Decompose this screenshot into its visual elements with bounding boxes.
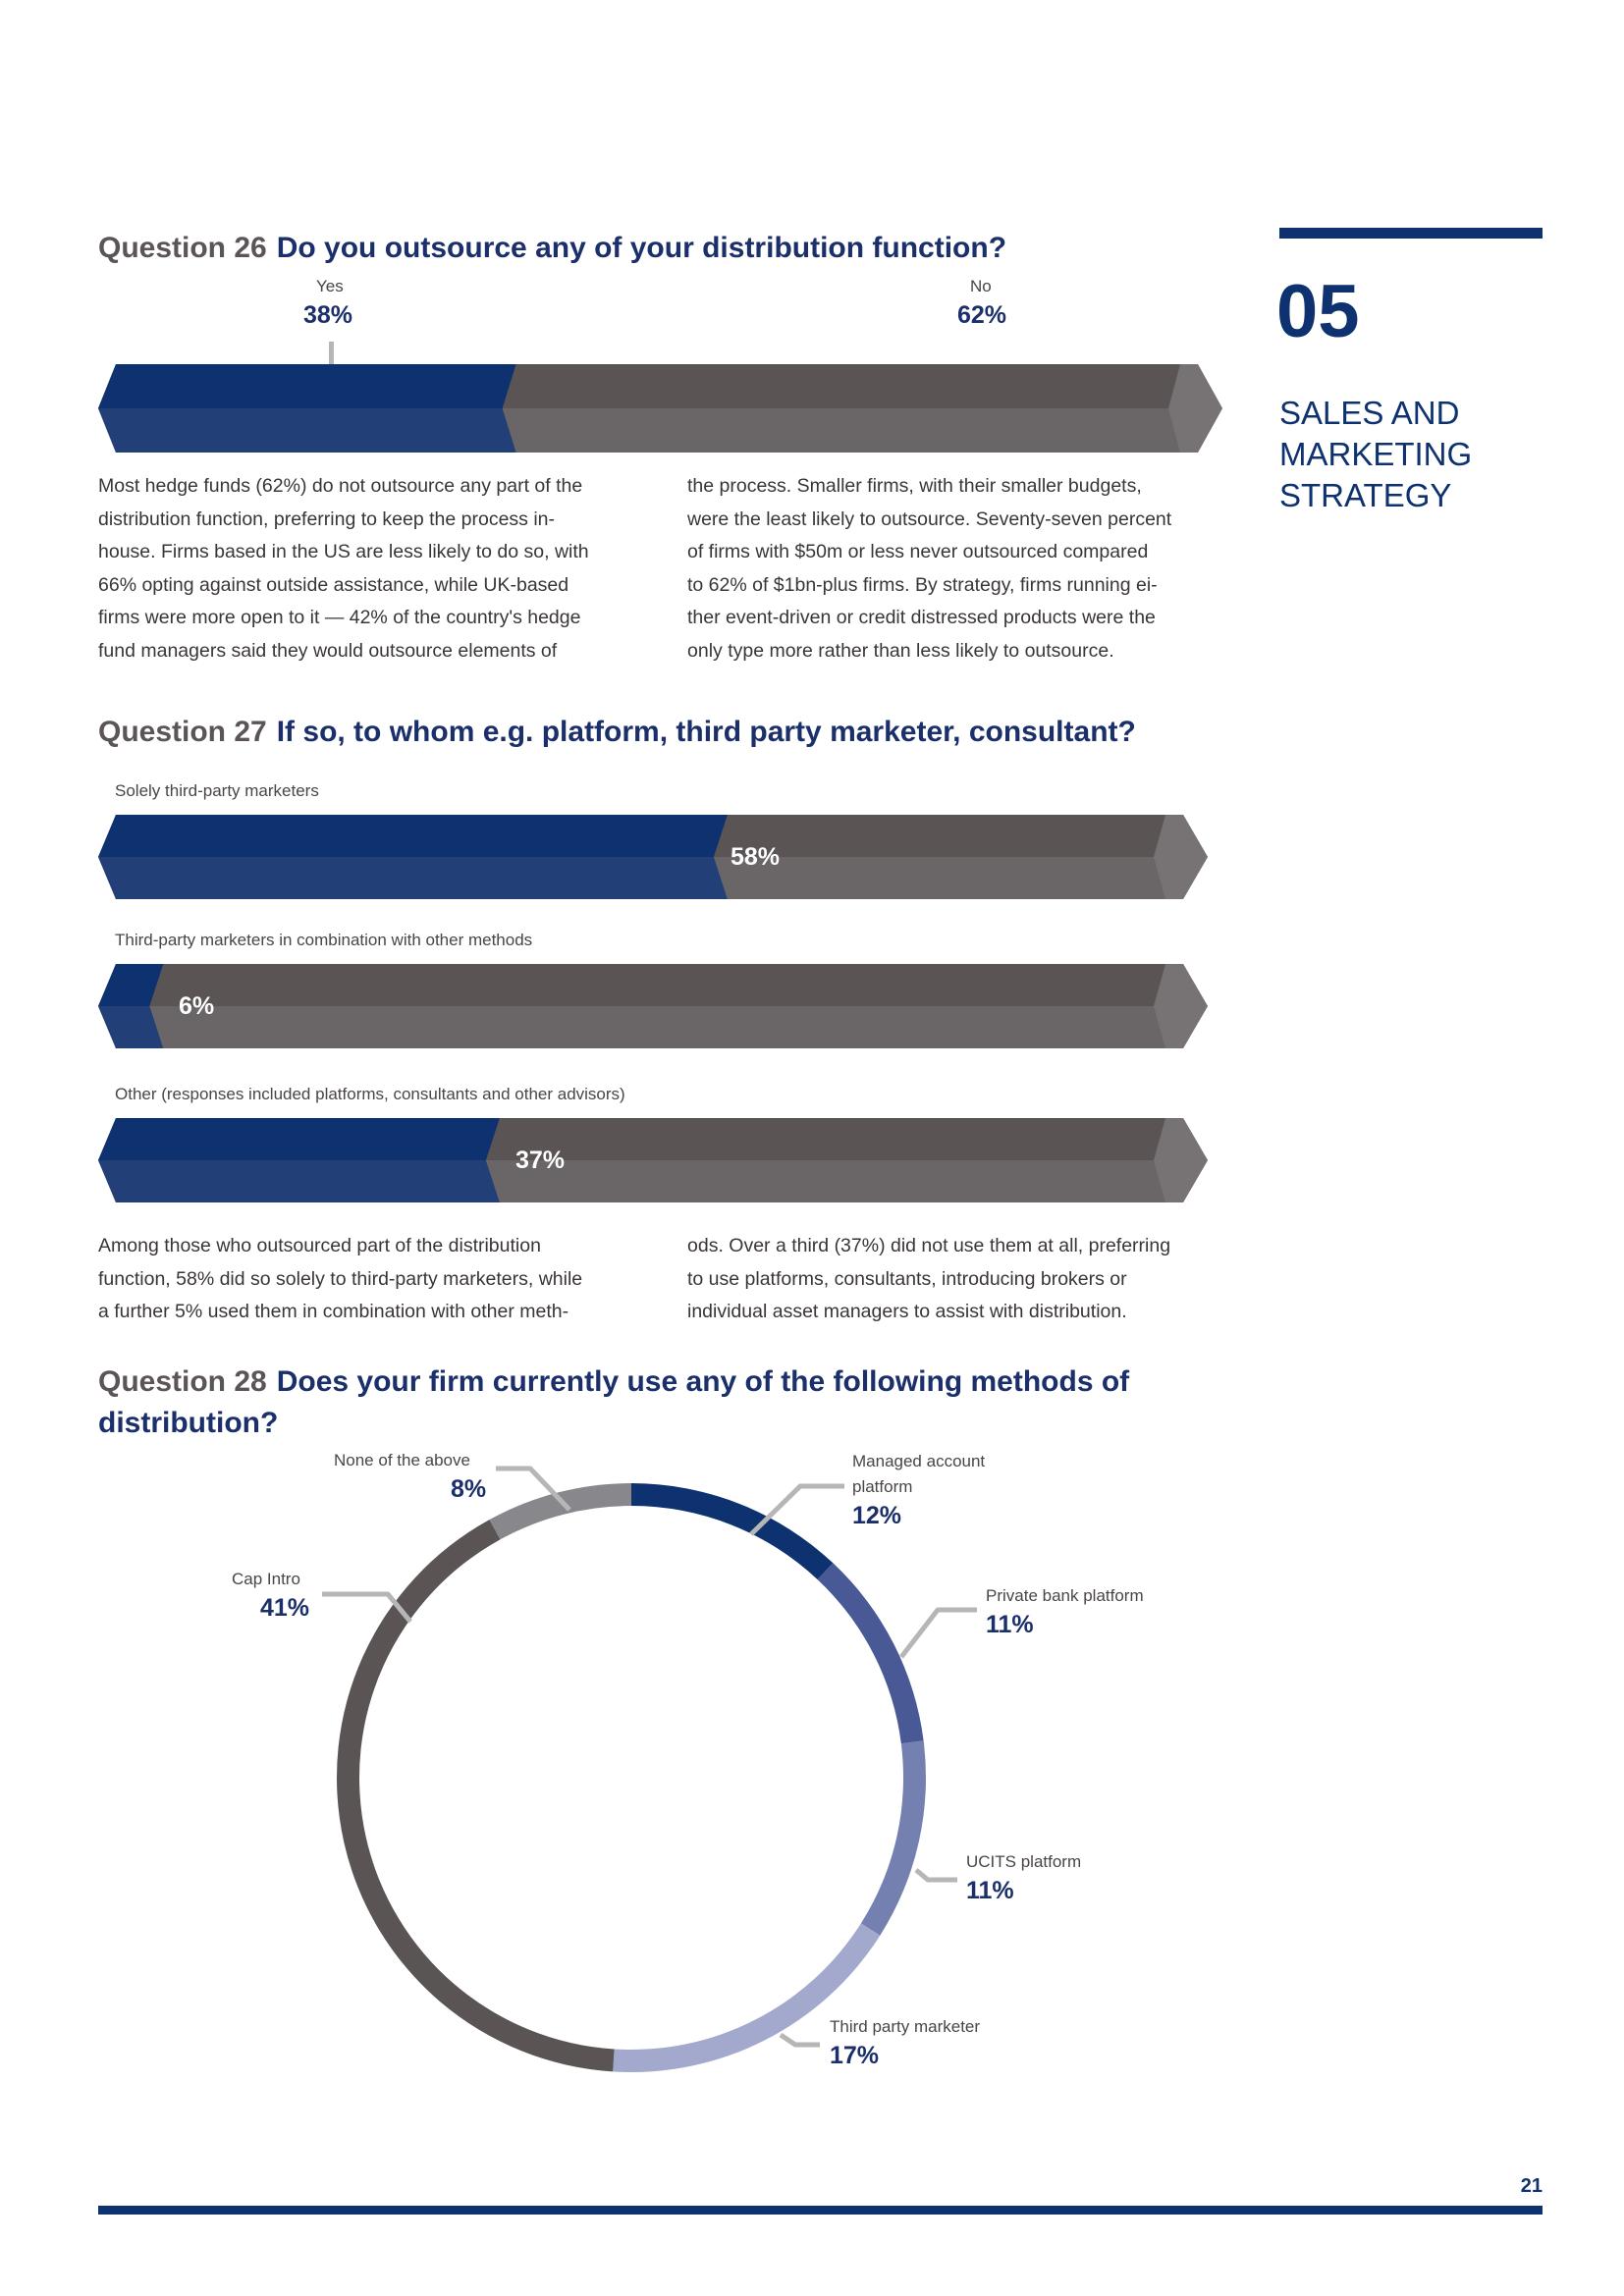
donut-slice — [631, 1483, 833, 1579]
pct-managed-account: 12% — [852, 1502, 902, 1529]
text-line: individual asset managers to assist with distribution. — [687, 1301, 1127, 1322]
q28-title-line2: distribution? — [98, 1407, 279, 1439]
donut-slice — [337, 1520, 615, 2071]
q27-bar3-pct: 37% — [515, 1147, 566, 1174]
text-line: only type more rather than less likely to outsource. — [687, 639, 1114, 662]
pct-private-bank: 11% — [986, 1611, 1034, 1638]
text-line: house. Firms based in the US are less likely to do so, with — [98, 541, 589, 562]
label-third-party: Third party marketer — [830, 2017, 981, 2036]
q27-bar1-label: Solely third-party marketers — [115, 781, 319, 800]
label-cap-intro: Cap Intro — [232, 1570, 300, 1588]
q27-title: If so, to whom e.g. platform, third party marketer, consultant? — [276, 716, 1136, 748]
text-line: were the least likely to outsource. Seventy-seven percent — [687, 507, 1172, 530]
text-line: the process. Smaller firms, with their smaller budgets, — [687, 475, 1142, 497]
q26-no-label: No — [970, 277, 992, 295]
text-line: firms were more open to it — 42% of the country's hedge — [98, 607, 581, 628]
pct-third-party: 17% — [830, 2042, 880, 2069]
q26-yes-pct: 38% — [303, 301, 353, 329]
text-line: function, 58% did so solely to third-party marketers, while — [98, 1267, 583, 1290]
section-title-line: STRATEGY — [1279, 477, 1452, 513]
section-number: 05 — [1276, 270, 1360, 353]
q27-number: Question 27 — [98, 716, 267, 748]
leader-line — [781, 2035, 820, 2045]
label-private-bank: Private bank platform — [986, 1586, 1144, 1605]
leader-line — [916, 1870, 957, 1880]
text-line: Among those who outsourced part of the distribution — [98, 1235, 541, 1256]
pct-none-of-the-above: 8% — [451, 1475, 487, 1503]
text-line: 66% opting against outside assistance, while UK-based — [98, 573, 569, 596]
label-managed-account — [852, 1449, 985, 1500]
q26-no-pct: 62% — [957, 301, 1007, 329]
q26-yes-label: Yes — [316, 277, 344, 295]
text-line: to use platforms, consultants, introducing brokers or — [687, 1267, 1127, 1290]
leader-line — [901, 1610, 977, 1657]
q27-bar3-label: Other (responses included platforms, consultants and other advisors) — [115, 1085, 625, 1103]
q26-title: Do you outsource any of your distribution function? — [276, 232, 1007, 264]
section-title-line: SALES AND — [1279, 395, 1460, 431]
footer-rule — [98, 2206, 1543, 2215]
pct-cap-intro: 41% — [260, 1594, 310, 1622]
q27-bar2-pct: 6% — [179, 992, 215, 1020]
text-line: distribution function, preferring to keep the process in- — [98, 507, 556, 530]
q27-bar1-pct: 58% — [731, 843, 781, 871]
q28-title: Does your firm currently use any of the following methods of — [276, 1365, 1130, 1398]
text-line: a further 5% used them in combination with other meth- — [98, 1301, 569, 1322]
donut-slice — [489, 1483, 631, 1539]
q27-bar2-label: Third-party marketers in combination with other methods — [115, 931, 533, 949]
q28-number: Question 28 — [98, 1365, 267, 1398]
label-ucits: UCITS platform — [966, 1852, 1082, 1871]
text-line: to 62% of $1bn-plus firms. By strategy, firms running ei- — [687, 573, 1158, 596]
label-none-of-the-above: None of the above — [334, 1451, 470, 1469]
text-line: fund managers said they would outsource elements of — [98, 639, 558, 662]
pct-ucits: 11% — [966, 1877, 1014, 1904]
text-line: ther event-driven or credit distressed products were the — [687, 607, 1156, 628]
donut-slice — [861, 1740, 926, 1935]
q26-number: Question 26 — [98, 232, 267, 264]
text-line: Most hedge funds (62%) do not outsource any part of the — [98, 475, 583, 497]
section-title-line: MARKETING — [1279, 436, 1473, 472]
text-line: ods. Over a third (37%) did not use them at all, preferring — [687, 1235, 1171, 1256]
text-line: of firms with $50m or less never outsourced compared — [687, 541, 1149, 562]
label-line: Managed account — [852, 1452, 986, 1470]
donut-slice — [818, 1563, 924, 1743]
label-line: platform — [852, 1477, 913, 1496]
page-number: 21 — [1520, 2175, 1543, 2197]
